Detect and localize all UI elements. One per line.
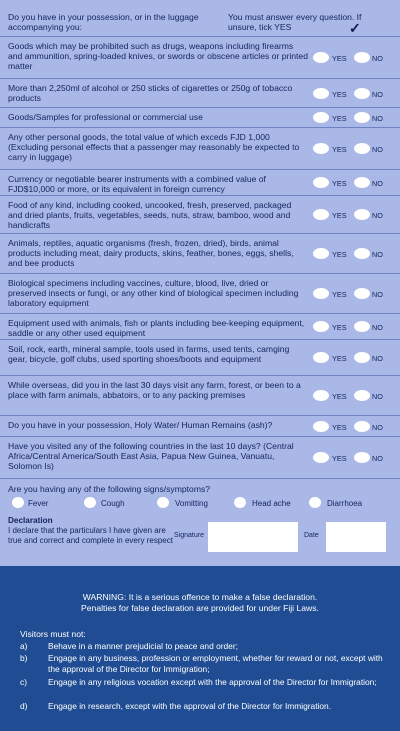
yes-label: YES: [332, 323, 347, 332]
question-row: [0, 376, 400, 416]
symptom-radio-vomitting[interactable]: [157, 497, 169, 508]
question-text: Goods/Samples for professional or commercial use: [8, 112, 203, 122]
symptom-label-diarrhoea: Diarrhoea: [327, 499, 363, 508]
no-label: NO: [372, 54, 383, 63]
question-text: Have you visited any of the following countries in the last 10 days? (Central Africa/Central America/South East Asia, Papua New Guinea, Vanuatu, Solomon Is): [8, 441, 294, 471]
rule-key: b): [20, 653, 28, 663]
yes-label: YES: [332, 392, 347, 401]
warning-block: [60, 592, 340, 614]
no-radio[interactable]: [354, 248, 370, 259]
declaration-text: I declare that the particulars I have given are true and correct and complete in every respect: [8, 526, 173, 545]
question-text: Food of any kind, including cooked, uncooked, fresh, preserved, packaged and dried plants, fruits, vegetables, seeds, nuts, straw, bamboo, wood and handicrafts: [8, 200, 292, 230]
symptom-radio-diarrhoea[interactable]: [309, 497, 321, 508]
no-radio[interactable]: [354, 288, 370, 299]
yes-radio[interactable]: [313, 288, 329, 299]
question-text: Animals, reptiles, aquatic organisms (fresh, frozen, dried), birds, animal products including meat, dairy products, skins, feather, bones, eggs, shells, and bee products: [8, 238, 294, 268]
question-row: [0, 128, 400, 170]
rule-key: c): [20, 677, 27, 687]
yes-radio[interactable]: [313, 88, 329, 99]
yes-radio[interactable]: [313, 452, 329, 463]
question-text: Biological specimens including vaccines, culture, blood, live, dried or preserved insects or fungi, or any other kind of biological specimen including laboratory equipment: [8, 278, 299, 308]
yes-radio[interactable]: [313, 143, 329, 154]
yes-radio[interactable]: [313, 321, 329, 332]
warning-line-2: Penalties for false declaration are provided for under Fiji Laws.: [81, 603, 319, 613]
question-text: Goods which may be prohibited such as drugs, weapons including firearms and ammunition, spring-loaded knives, or swords or obscene articles or printed matter: [8, 41, 308, 71]
no-label: NO: [372, 179, 383, 188]
symptom-radio-headache[interactable]: [234, 497, 246, 508]
yes-label: YES: [332, 423, 347, 432]
question-row: [0, 37, 400, 79]
rule-text: Engage in any business, profession or employment, whether for reward or not, except with the approval of the Director for Immigration;: [48, 653, 383, 674]
rule-text: Engage in research, except with the approval of the Director for Immigration.: [48, 701, 332, 711]
yes-radio[interactable]: [313, 209, 329, 220]
no-radio[interactable]: [354, 177, 370, 188]
question-text: Currency or negotiable bearer instruments with a combined value of FJD$10,000 or more, or its equivalent in foreign currency: [8, 174, 266, 194]
no-label: NO: [372, 454, 383, 463]
yes-label: YES: [332, 211, 347, 220]
yes-label: YES: [332, 54, 347, 63]
no-radio[interactable]: [354, 88, 370, 99]
question-row: [0, 314, 400, 340]
no-radio[interactable]: [354, 452, 370, 463]
yes-label: YES: [332, 250, 347, 259]
declaration-title: Declaration: [8, 516, 53, 525]
yes-label: YES: [332, 454, 347, 463]
yes-radio[interactable]: [313, 177, 329, 188]
visitors-title: Visitors must not:: [20, 629, 86, 639]
question-text: Soil, rock, earth, mineral sample, tools used in farms, used tents, camging gear, bicycle, golf clubs, used sporting shoes/boots and equipment: [8, 344, 290, 364]
no-label: NO: [372, 423, 383, 432]
signature-label: Signature: [174, 532, 204, 539]
header-question: Do you have in your possession, or in the luggage accompanying you:: [8, 12, 199, 32]
question-text: While overseas, did you in the last 30 days visit any farm, forest, or been to a place with farm animals, abbatoirs, or to any packing premises: [8, 380, 301, 400]
no-radio[interactable]: [354, 390, 370, 401]
yes-radio[interactable]: [313, 390, 329, 401]
no-label: NO: [372, 90, 383, 99]
question-row: [0, 234, 400, 274]
question-row: [0, 108, 400, 128]
no-radio[interactable]: [354, 352, 370, 363]
question-row: [0, 170, 400, 196]
yes-radio[interactable]: [313, 112, 329, 123]
rule-text: Engage in any religious vocation except with the approval of the Director for Immigration;: [48, 677, 377, 687]
no-label: NO: [372, 114, 383, 123]
no-label: NO: [372, 323, 383, 332]
signature-field[interactable]: [208, 522, 298, 552]
yes-radio[interactable]: [313, 52, 329, 63]
symptom-label-fever: Fever: [28, 499, 49, 508]
symptom-label-headache: Head ache: [252, 499, 291, 508]
rule-text: Behave in a manner prejudicial to peace and order;: [48, 641, 238, 651]
question-row: [0, 79, 400, 108]
no-radio[interactable]: [354, 209, 370, 220]
question-text: Any other personal goods, the total value of which exceds FJD 1,000 (Excluding personal effects that a passenger may reasonably be expected to carry in luggage): [8, 132, 300, 162]
date-label: Date: [304, 532, 319, 539]
no-label: NO: [372, 145, 383, 154]
check-mark-icon: ✓: [349, 20, 361, 36]
no-radio[interactable]: [354, 421, 370, 432]
question-row: [0, 340, 400, 376]
yes-radio[interactable]: [313, 421, 329, 432]
question-text: Do you have in your possession, Holy Water/ Human Remains (ash)?: [8, 420, 273, 430]
question-row: [0, 437, 400, 479]
symptoms-question: Are you having any of the following signs/symptoms?: [8, 484, 211, 494]
symptom-radio-cough[interactable]: [84, 497, 96, 508]
question-text: Equipment used with animals, fish or plants including bee-keeping equipment, saddle or any other used equipment: [8, 318, 305, 338]
yes-radio[interactable]: [313, 352, 329, 363]
yes-label: YES: [332, 179, 347, 188]
symptom-label-cough: Cough: [101, 499, 125, 508]
symptom-radio-fever[interactable]: [12, 497, 24, 508]
question-row: [0, 416, 400, 437]
yes-label: YES: [332, 290, 347, 299]
no-label: NO: [372, 250, 383, 259]
question-row: [0, 274, 400, 314]
yes-label: YES: [332, 114, 347, 123]
date-field[interactable]: [326, 522, 386, 552]
rule-key: d): [20, 701, 28, 711]
yes-label: YES: [332, 145, 347, 154]
no-label: NO: [372, 290, 383, 299]
question-text: More than 2,250ml of alcohol or 250 sticks of cigarettes or 250g of tobacco products: [8, 83, 293, 103]
rule-key: a): [20, 641, 28, 651]
symptom-label-vomitting: Vomitting: [175, 499, 208, 508]
question-row: [0, 196, 400, 234]
no-radio[interactable]: [354, 112, 370, 123]
no-radio[interactable]: [354, 143, 370, 154]
no-radio[interactable]: [354, 321, 370, 332]
yes-label: YES: [332, 354, 347, 363]
no-label: NO: [372, 354, 383, 363]
header-note: You must answer every question. If unsure, tick YES: [228, 12, 362, 32]
no-label: NO: [372, 392, 383, 401]
no-label: NO: [372, 211, 383, 220]
yes-label: YES: [332, 90, 347, 99]
no-radio[interactable]: [354, 52, 370, 63]
form-header: [0, 0, 400, 37]
yes-radio[interactable]: [313, 248, 329, 259]
warning-line-1: WARNING: It is a serious offence to make a false declaration.: [82, 592, 318, 602]
